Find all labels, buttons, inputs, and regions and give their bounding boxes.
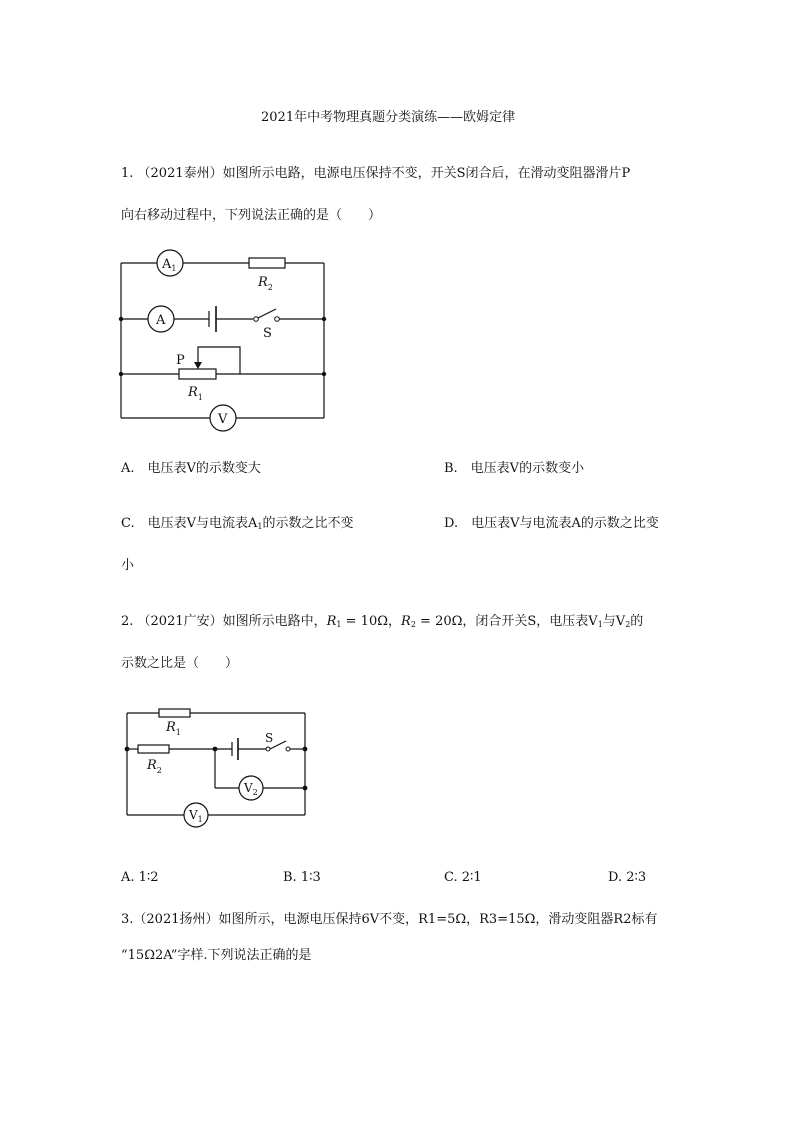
q2-junction-right-top xyxy=(303,747,308,752)
q2-junction-left xyxy=(125,747,130,752)
svg-text:V: V xyxy=(218,412,228,427)
q2-de: 的 xyxy=(630,614,644,629)
q2-battery xyxy=(232,738,238,760)
page-title: 2021年中考物理真题分类演练——欧姆定律 xyxy=(261,110,516,125)
svg-text:V2: $V_2$ xyxy=(244,781,258,797)
q2-prefix: 2. （2021广安）如图所示电路中， xyxy=(121,614,327,629)
q2-junction-right-bottom xyxy=(303,786,308,791)
q2-resistor-r2 xyxy=(138,745,169,775)
q2-mid: ，闭合开关S，电压表 xyxy=(462,614,589,629)
q1-option-b: B. 电压表V的示数变小 xyxy=(444,461,585,476)
q2-option-b: B. 1∶3 xyxy=(283,870,321,885)
svg-text:R1: $R_1$ xyxy=(166,720,181,737)
q2-voltmeter-v1 xyxy=(184,803,208,827)
q1-option-c-post: 的示数之比不变 xyxy=(262,516,354,531)
svg-text:A1: $A_1$ xyxy=(162,257,177,273)
q2-option-c: C. 2∶1 xyxy=(444,870,482,885)
q2-yu: 与 xyxy=(602,614,616,629)
q2-v1-sub: 1 xyxy=(597,620,603,629)
q2-resistor-r1 xyxy=(159,709,190,737)
q2-junction-mid xyxy=(213,747,218,752)
q2-option-a: A. 1∶2 xyxy=(121,870,159,885)
q2-r2-value: = 20Ω xyxy=(415,614,463,629)
q2-v2-sub: 2 xyxy=(625,620,631,629)
q2-sep: ， xyxy=(388,614,402,629)
q1-option-d: D. 电压表V与电流表A的示数之比变 xyxy=(444,516,659,531)
q2-option-d: D. 2∶3 xyxy=(608,870,647,885)
q3-stem-line2: “15Ω2A”字样.下列说法正确的是 xyxy=(121,948,312,963)
q2-v1-name: V xyxy=(588,614,598,629)
svg-text:A: A xyxy=(156,313,166,328)
q2-r1-name: R xyxy=(326,614,337,629)
q1-stem-line2: 向右移动过程中，下列说法正确的是（ ） xyxy=(121,208,382,223)
svg-text:S: S xyxy=(265,731,274,745)
q1-option-d-continued: 小 xyxy=(121,558,135,573)
svg-text:P: P xyxy=(176,353,185,368)
q2-v2-name: V xyxy=(615,614,626,629)
q1-option-a: A. 电压表V的示数变大 xyxy=(121,461,261,476)
svg-text:R2: $R_2$ xyxy=(147,758,162,775)
svg-text:R2: $R_2$ xyxy=(258,275,273,292)
svg-text:V1: $V_1$ xyxy=(189,808,203,824)
q2-r1-value: = 10Ω xyxy=(341,614,388,629)
q2-r2-sub: 2 xyxy=(410,620,416,629)
svg-text:S: S xyxy=(263,326,272,341)
q3-stem-line1: 3.（2021扬州）如图所示，电源电压保持6V不变，R1=5Ω，R3=15Ω，滑动变阻器R2标有 xyxy=(121,912,658,927)
svg-text:R1: $R_1$ xyxy=(188,385,203,402)
q2-stem-line2: 示数之比是（ ） xyxy=(121,656,239,671)
q2-switch-s xyxy=(265,731,290,751)
q2-r2-name: R xyxy=(401,614,411,629)
q1-option-c-pre: C. 电压表V与电流表A xyxy=(121,516,258,531)
q2-voltmeter-v2 xyxy=(239,776,263,800)
q1-stem-line1: 1. （2021泰州）如图所示电路，电源电压保持不变，开关S闭合后，在滑动变阻器滑片P xyxy=(121,166,631,181)
q1-option-c-sub: 1 xyxy=(257,522,263,531)
q2-r1-sub: 1 xyxy=(336,620,342,629)
